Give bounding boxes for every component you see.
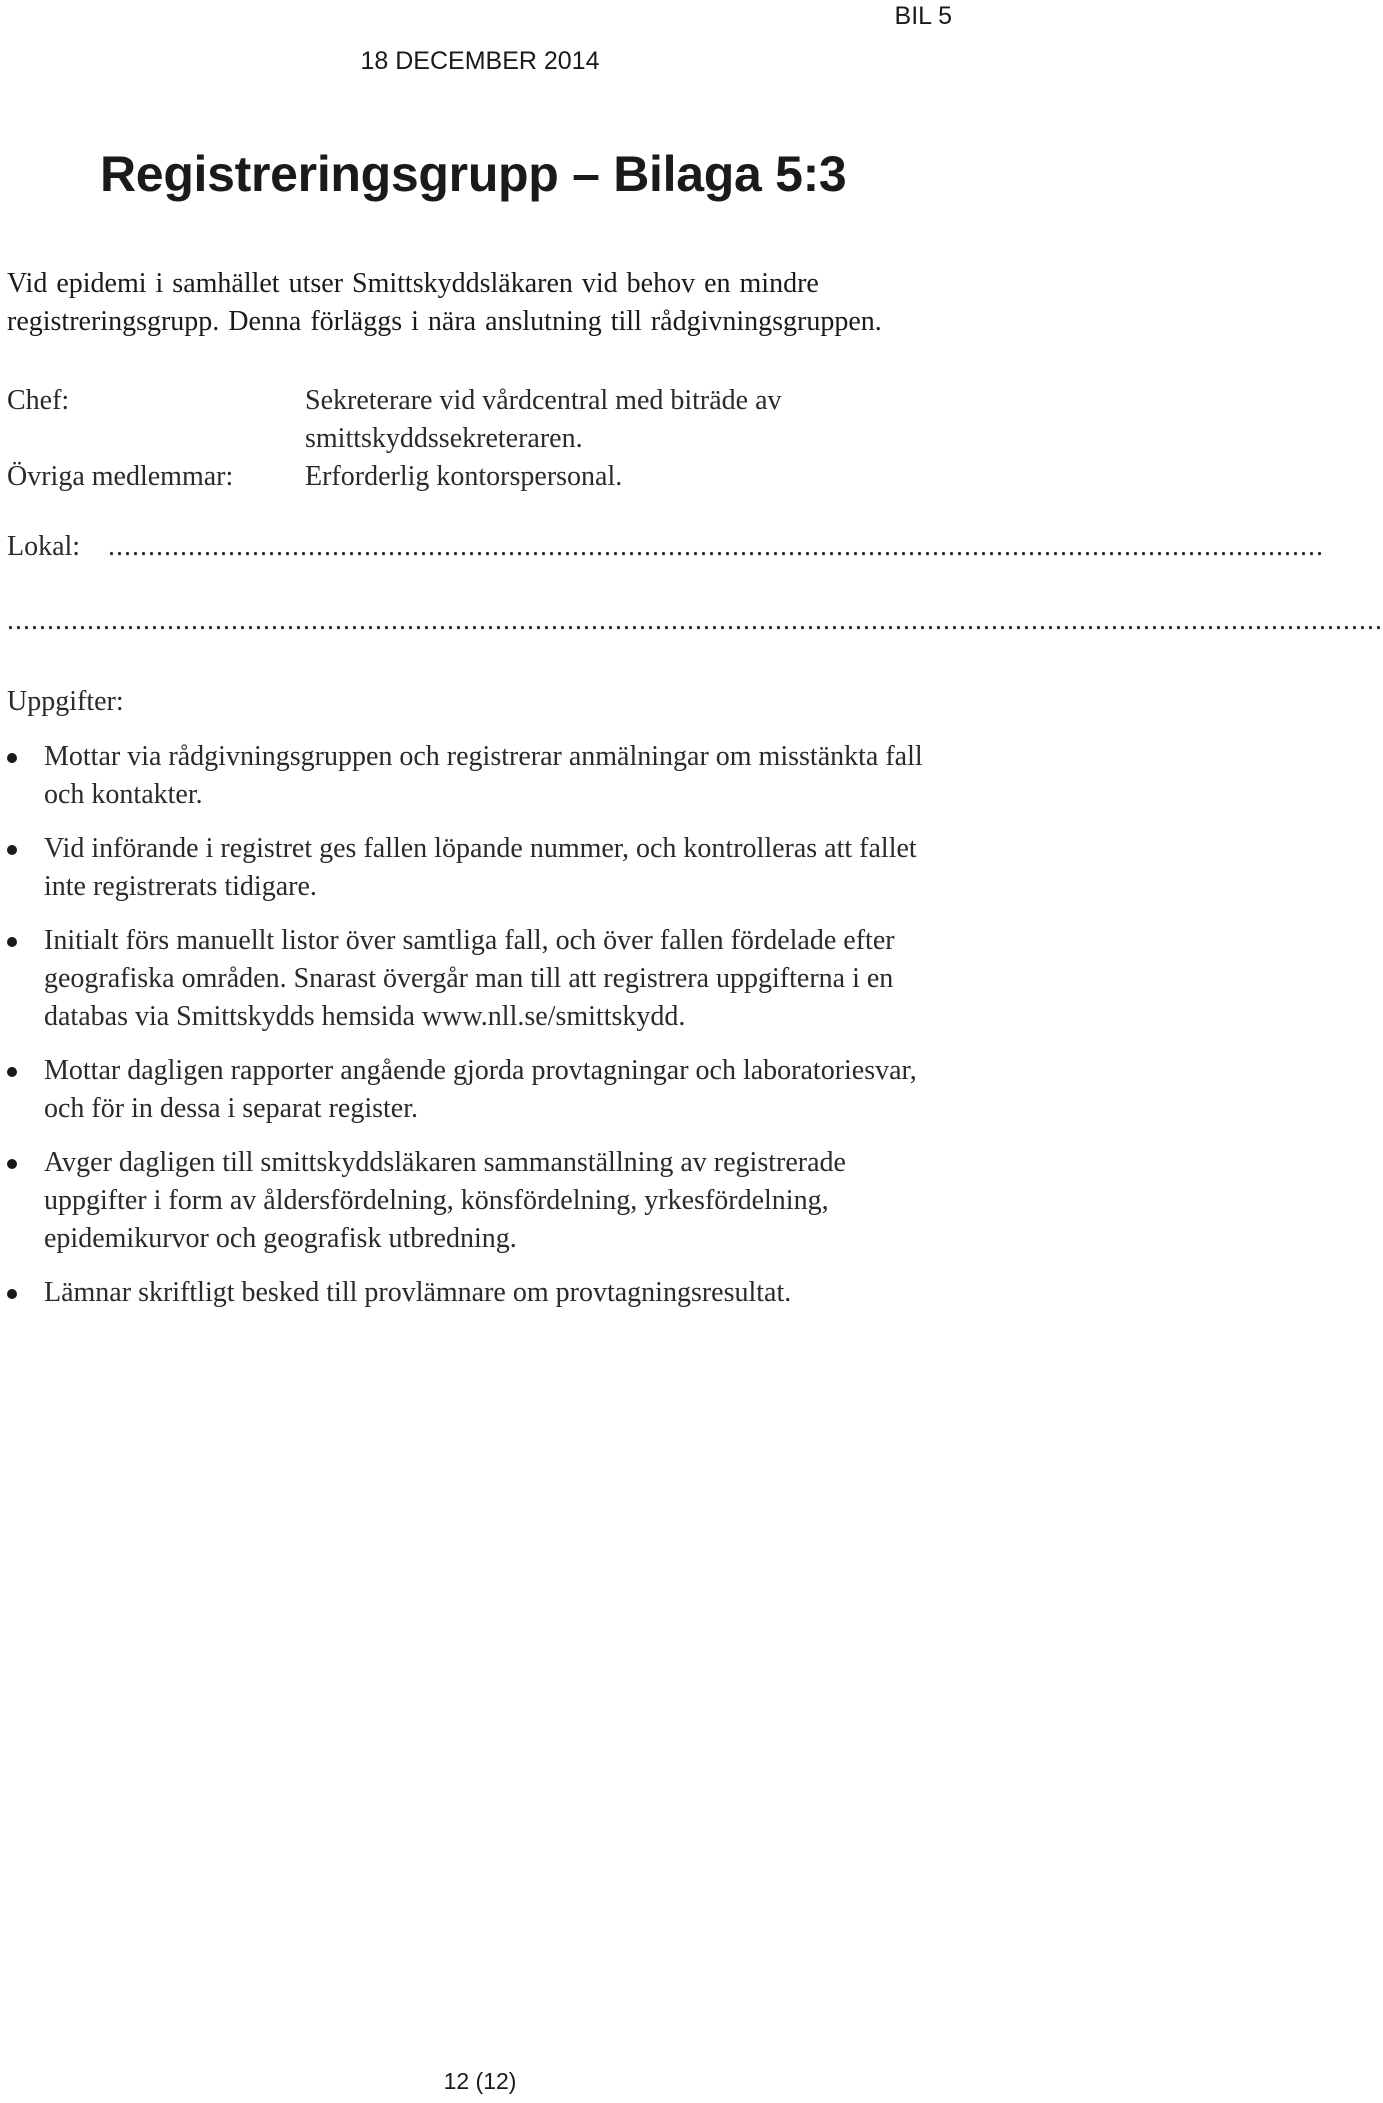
document-date: 18 DECEMBER 2014 [360,47,600,75]
chef-label: Chef: [7,385,70,416]
lokal-label: Lokal: [7,531,81,562]
list-item [0,738,940,814]
list-item [0,922,940,1036]
chef-value: Sekreterare vid vårdcentral med biträde av smittskyddssekreteraren. [305,385,782,454]
bullet-icon [7,937,17,947]
uppgifter-list [0,738,940,1328]
page-title: Registreringsgrupp – Bilaga 5:3 [100,146,847,202]
list-item-text: Lämnar skriftligt besked till provlämnare om provtagningsresultat. [44,1277,792,1308]
list-item-text: Avger dagligen till smittskyddsläkaren sammanställning av registrerade uppgifter i form av åldersfördelning, könsfördelning, yrkesfördelning, epidemikurvor och geografisk utbredning. [44,1147,846,1254]
bullet-icon [7,845,17,855]
lokal-fill-line-1: ........................................................................................................................................................ [108,531,1324,562]
members-label: Övriga medlemmar: [7,461,234,492]
list-item-text: Initialt förs manuellt listor över samtliga fall, och över fallen fördelade efter geografiska områden. Snarast övergår man till att registrera uppgifterna i en databas via Smittskydds hemsida www.nll.se/smittskydd. [44,925,895,1032]
bullet-icon [7,1067,17,1077]
list-item-text: Mottar via rådgivningsgruppen och registrerar anmälningar om misstänkta fall och kontakter. [44,741,923,810]
bullet-icon [7,1159,17,1169]
bullet-icon [7,753,17,763]
list-item-text: Mottar dagligen rapporter angående gjorda provtagningar och laboratoriesvar, och för in dessa i separat register. [44,1055,917,1124]
uppgifter-heading: Uppgifter: [7,686,124,717]
document-label: BIL 5 [894,2,952,30]
list-item-text: Vid införande i registret ges fallen löpande nummer, och kontrolleras att fallet inte registrerats tidigare. [44,833,917,902]
bullet-icon [7,1289,17,1299]
list-item [0,1052,940,1128]
lokal-fill-line-2: ............................................................................................................................................................................ [7,605,1383,636]
members-value: Erforderlig kontorspersonal. [305,461,623,492]
page-number: 12 (12) [443,2068,517,2094]
list-item [0,1144,940,1258]
list-item [0,1274,940,1312]
list-item [0,830,940,906]
intro-paragraph: Vid epidemi i samhället utser Smittskyddsläkaren vid behov en mindre registreringsgrupp. Denna förläggs i nära anslutning till rådgivningsgruppen. [7,268,882,337]
